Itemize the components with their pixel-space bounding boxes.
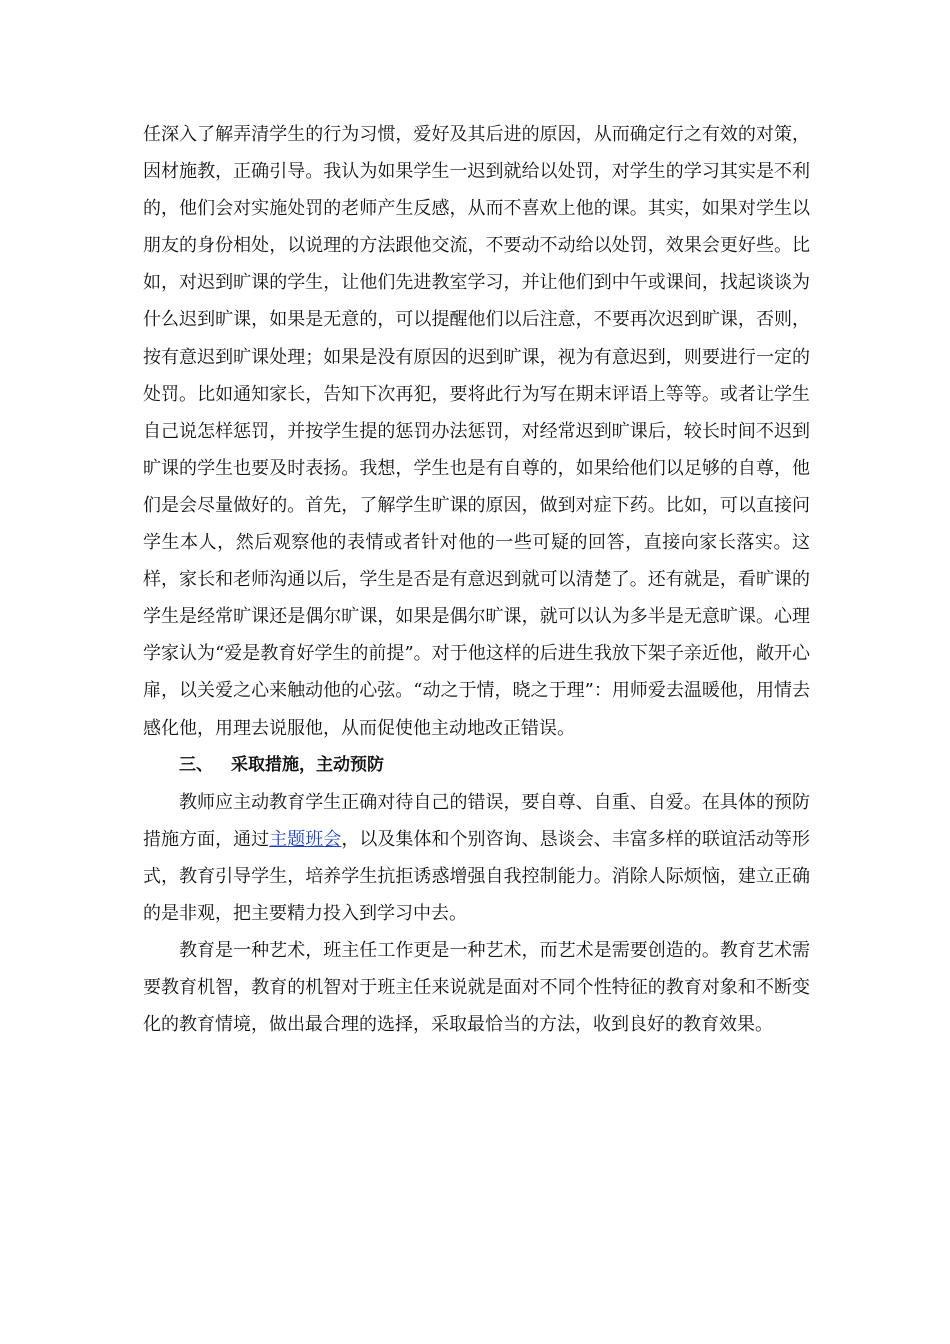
paragraph-continuation: 任深入了解弄清学生的行为习惯，爱好及其后进的原因，从而确定行之有效的对策，因材施教，正确引导。我认为如果学生一迟到就给以处罚，对学生的学习其实是不利的，他们会对实施处罚的老师产生反感，从而不喜欢上他的课。其实，如果对学生以朋友的身份相处，以说理的方法跟他交流，不要动不动给以处罚，效果会更好些。比如，对迟到旷课的学生，让他们先进教室学习，并让他们到中午或课间，找起谈谈为什么迟到旷课，如果是无意的，可以提醒他们以后注意，不要再次迟到旷课，否则，按有意迟到旷课处理；如果是没有原因的迟到旷课，视为有意迟到，则要进行一定的处罚。比如通知家长，告知下次再犯，要将此行为写在期末评语上等等。或者让学生自己说怎样惩罚，并按学生提的惩罚办法惩罚，对经常迟到旷课后，较长时间不迟到旷课的学生也要及时表扬。我想，学生也是有自尊的，如果给他们以足够的自尊，他们是会尽量做好的。首先，了解学生旷课的原因，做到对症下药。比如，可以直接问学生本人，然后观察他的表情或者针对他的一些可疑的回答，直接向家长落实。这样，家长和老师沟通以后，学生是否是有意迟到就可以清楚了。还有就是，看旷课的学生是经常旷课还是偶尔旷课，如果是偶尔旷课，就可以认为多半是无意旷课。心理学家认为“爱是教育好学生的前提”。对于他这样的后进生我放下架子亲近他，敞开心扉，以关爱之心来触动他的心弦。“动之于情，晓之于理”：用师爱去温暖他，用情去感化他，用理去说服他，从而促使他主动地改正错误。 <box>143 124 810 739</box>
theme-class-meeting-link[interactable]: 主题班会 <box>269 828 342 850</box>
section-heading-number: 三、 <box>179 754 213 775</box>
paragraph-education-art: 教育是一种艺术，班主任工作更是一种艺术，而艺术是需要创造的。教育艺术需要教育机智，教育的机智对于班主任来说就是面对不同个性特征的教育对象和不断变化的教育情境，做出最合理的选择，采取最恰当的方法，收到良好的教育效果。 <box>143 940 810 1036</box>
paragraph-prevention <box>143 784 810 932</box>
section-heading-title: 采取措施，主动预防 <box>231 754 384 775</box>
paragraph-prevention-text-before: 教师应主动教育学生正确对待自己的错误，要自尊、自重、自爱。在具体的预防措施方面，通过 <box>143 791 810 850</box>
section-heading-3 <box>143 747 810 784</box>
paragraph-prevention-text-after: ，以及集体和个别咨询、恳谈会、丰富多样的联谊活动等形式，教育引导学生，培养学生抗拒诱惑增强自我控制能力。消除人际烦恼，建立正确的是非观，把主要精力投入到学习中去。 <box>143 828 811 924</box>
document-body <box>143 116 810 1043</box>
